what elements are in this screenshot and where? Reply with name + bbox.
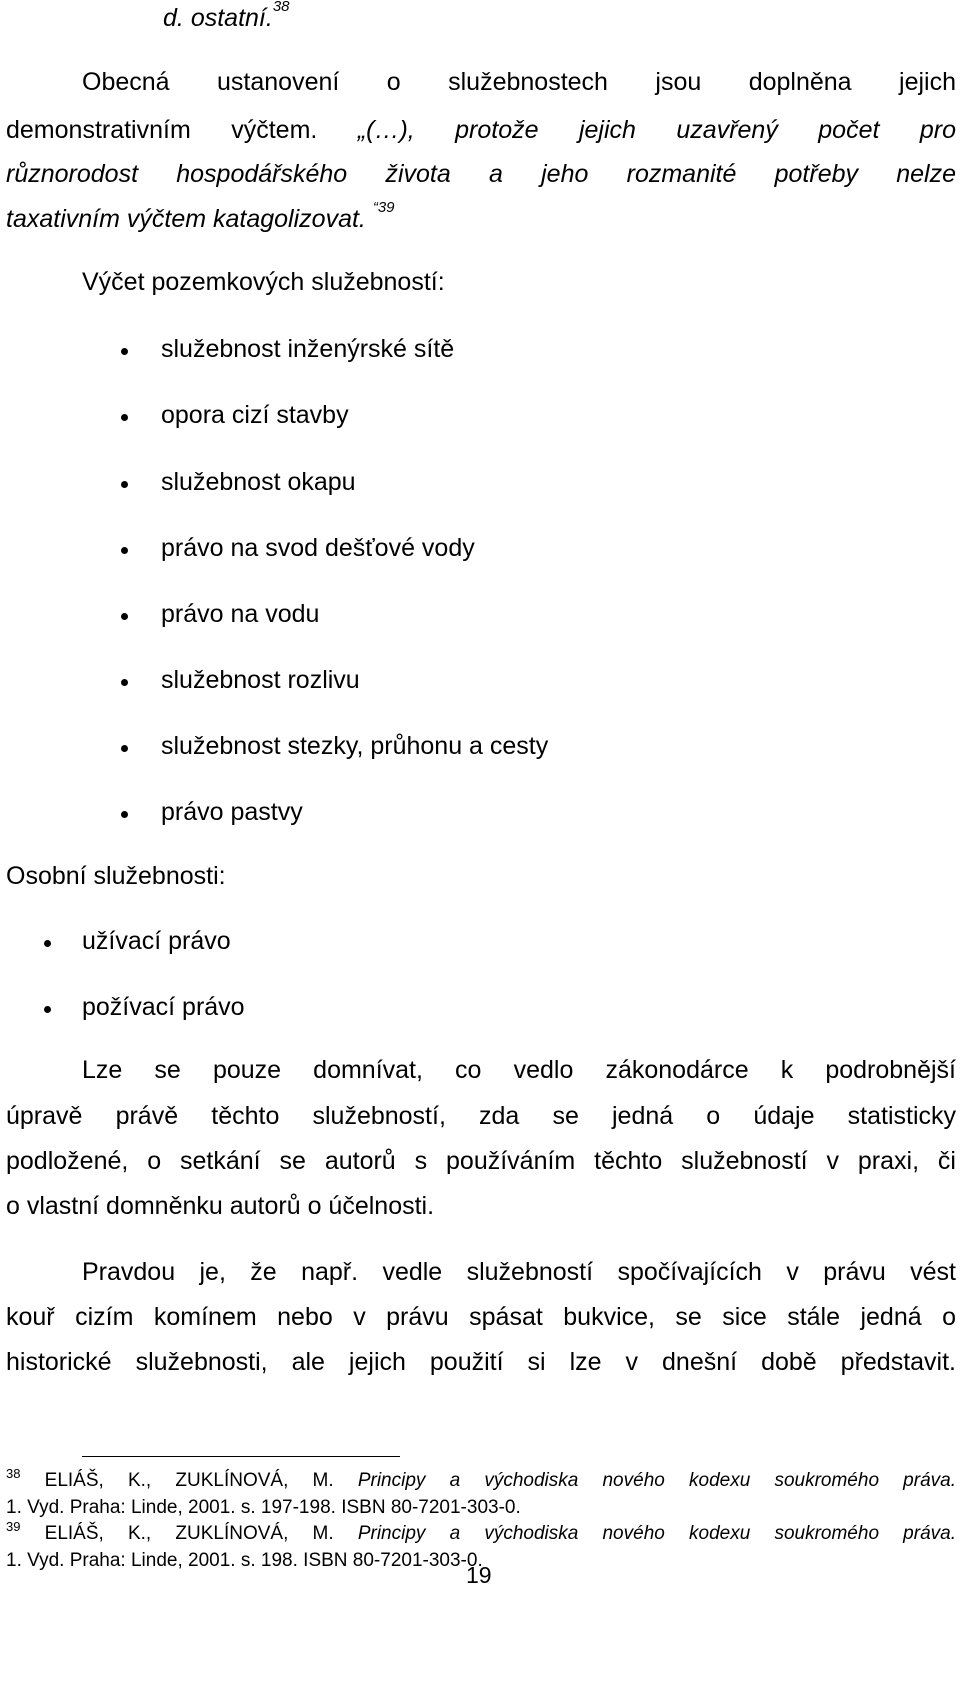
paragraph-2-line-2: kouř cizím komínem nebo v právu spásat bukvice, se sice stále jedná o [6, 1303, 956, 1331]
bullet-icon [121, 811, 128, 818]
paragraph-1-line-1: Lze se pouze domnívat, co vedlo zákonodárce k podrobnější [82, 1056, 956, 1084]
bullet-icon [121, 348, 128, 355]
footnote-number: 39 [6, 1519, 21, 1534]
heading-text: ostatní. [190, 4, 273, 32]
bullet-icon [121, 481, 128, 488]
footnote-title: Principy a východiska nového kodexu soukromého práva. [357, 1470, 956, 1491]
paragraph-1-line-3: podložené, o setkání se autorů s používáním těchto služebností v praxi, či [6, 1147, 956, 1175]
footnote-details: 1. Vyd. Praha: Linde, 2001. s. 198. ISBN 80-7201-303-0. [6, 1550, 483, 1571]
heading-label: d. [163, 4, 184, 32]
land-servitudes-title: Výčet pozemkových služebností: [82, 268, 445, 296]
personal-servitudes-title: Osobní služebnosti: [6, 862, 226, 890]
quote-line-1: Obecná ustanovení o služebnostech jsou doplněna jejich [82, 68, 956, 96]
footnote-authors: ELIÁŠ, K., ZUKLÍNOVÁ, M. [44, 1470, 334, 1491]
bullet-icon [44, 940, 51, 947]
paragraph-2-line-3: historické služebnosti, ale jejich použití si lze v dnešní době představit. [6, 1348, 956, 1376]
footnote-title: Principy a východiska nového kodexu soukromého práva. [357, 1523, 956, 1544]
quote-line-4: taxativním výčtem katagolizovat. $^{“39}$ [6, 199, 395, 233]
footnote-authors: ELIÁŠ, K., ZUKLÍNOVÁ, M. [44, 1523, 334, 1544]
paragraph-1-line-4: o vlastní domněnku autorů o účelnosti. [6, 1192, 435, 1220]
quote-line-2: demonstrativním výčtem. „(…), protože jejich uzavřený počet pro [6, 116, 956, 144]
footnote-divider [82, 1456, 400, 1457]
paragraph-2-line-1: Pravdou je, že např. vedle služebností spočívajících v právu vést [82, 1258, 956, 1286]
paragraph-1-line-2: úpravě právě těchto služebností, zda se jedná o údaje statisticky [6, 1102, 956, 1130]
bullet-icon [121, 679, 128, 686]
bullet-icon [121, 414, 128, 421]
section-heading [163, 0, 290, 33]
bullet-icon [121, 613, 128, 620]
page-number: 19 [466, 1562, 492, 1588]
quote-line-3: různorodost hospodářského života a jeho rozmanité potřeby nelze [6, 160, 956, 188]
footnote-ref-39: “39 [372, 199, 395, 216]
bullet-icon [121, 745, 128, 752]
bullet-icon [44, 1006, 51, 1013]
footnote-ref-38: 38 [272, 0, 290, 15]
footnote-details: 1. Vyd. Praha: Linde, 2001. s. 197-198. ISBN 80-7201-303-0. [6, 1497, 521, 1518]
footnote-number: 38 [6, 1466, 21, 1481]
bullet-icon [121, 547, 128, 554]
